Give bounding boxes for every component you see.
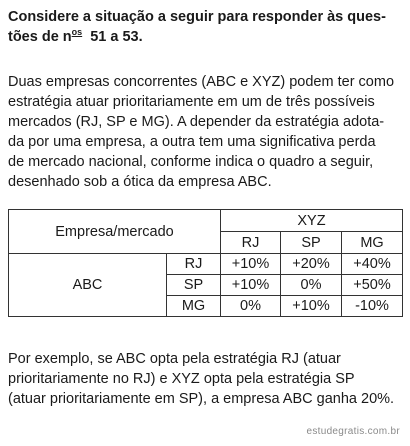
col-player-cell: XYZ <box>221 210 403 232</box>
intro-line: da por uma empresa, a outra tem uma significativa perda <box>8 134 376 150</box>
heading-line-2: tões de $n^{os}$ 51 a 53. <box>8 27 143 45</box>
table-cell: +10% <box>221 254 281 275</box>
payoff-table <box>8 209 403 317</box>
table-row <box>9 254 403 275</box>
row-label: SP <box>167 275 221 296</box>
table-cell: 0% <box>281 275 342 296</box>
row-player-cell: ABC <box>9 254 167 317</box>
intro-line: desenhado sob a ótica da empresa ABC. <box>8 174 272 190</box>
intro-paragraph <box>8 72 402 192</box>
example-line: Por exemplo, se ABC opta pela estratégia RJ (atuar <box>8 351 341 367</box>
watermark-text: estudegratis.com.br <box>306 426 400 437</box>
heading-line-1: Considere a situação a seguir para responder às ques- <box>8 9 386 25</box>
table-cell: +10% <box>221 275 281 296</box>
table-header-row <box>9 210 403 232</box>
example-line: prioritariamente no RJ) e XYZ opta pela estratégia SP <box>8 371 355 387</box>
row-label: RJ <box>167 254 221 275</box>
row-label: MG <box>167 296 221 317</box>
heading-superscript: os <box>71 27 83 37</box>
example-line: (atuar prioritariamente em SP), a empresa ABC ganha 20%. <box>8 391 395 407</box>
intro-line: de mercado nacional, conforme indica o quadro a seguir, <box>8 154 374 170</box>
example-paragraph <box>8 349 402 409</box>
intro-line: estratégia atuar prioritariamente em um de três possíveis <box>8 94 375 110</box>
corner-cell: Empresa/mercado <box>9 210 221 254</box>
intro-line: mercados (RJ, SP e MG). A depender da estratégia adota- <box>8 114 385 130</box>
table-cell: +20% <box>281 254 342 275</box>
table-cell: -10% <box>342 296 403 317</box>
table-cell: +10% <box>281 296 342 317</box>
col-label: SP <box>281 232 342 254</box>
col-label: RJ <box>221 232 281 254</box>
table-cell: 0% <box>221 296 281 317</box>
table-cell: +50% <box>342 275 403 296</box>
intro-line: Duas empresas concorrentes (ABC e XYZ) podem ter como <box>8 74 395 90</box>
table-cell: +40% <box>342 254 403 275</box>
col-label: MG <box>342 232 403 254</box>
question-heading <box>8 7 402 47</box>
